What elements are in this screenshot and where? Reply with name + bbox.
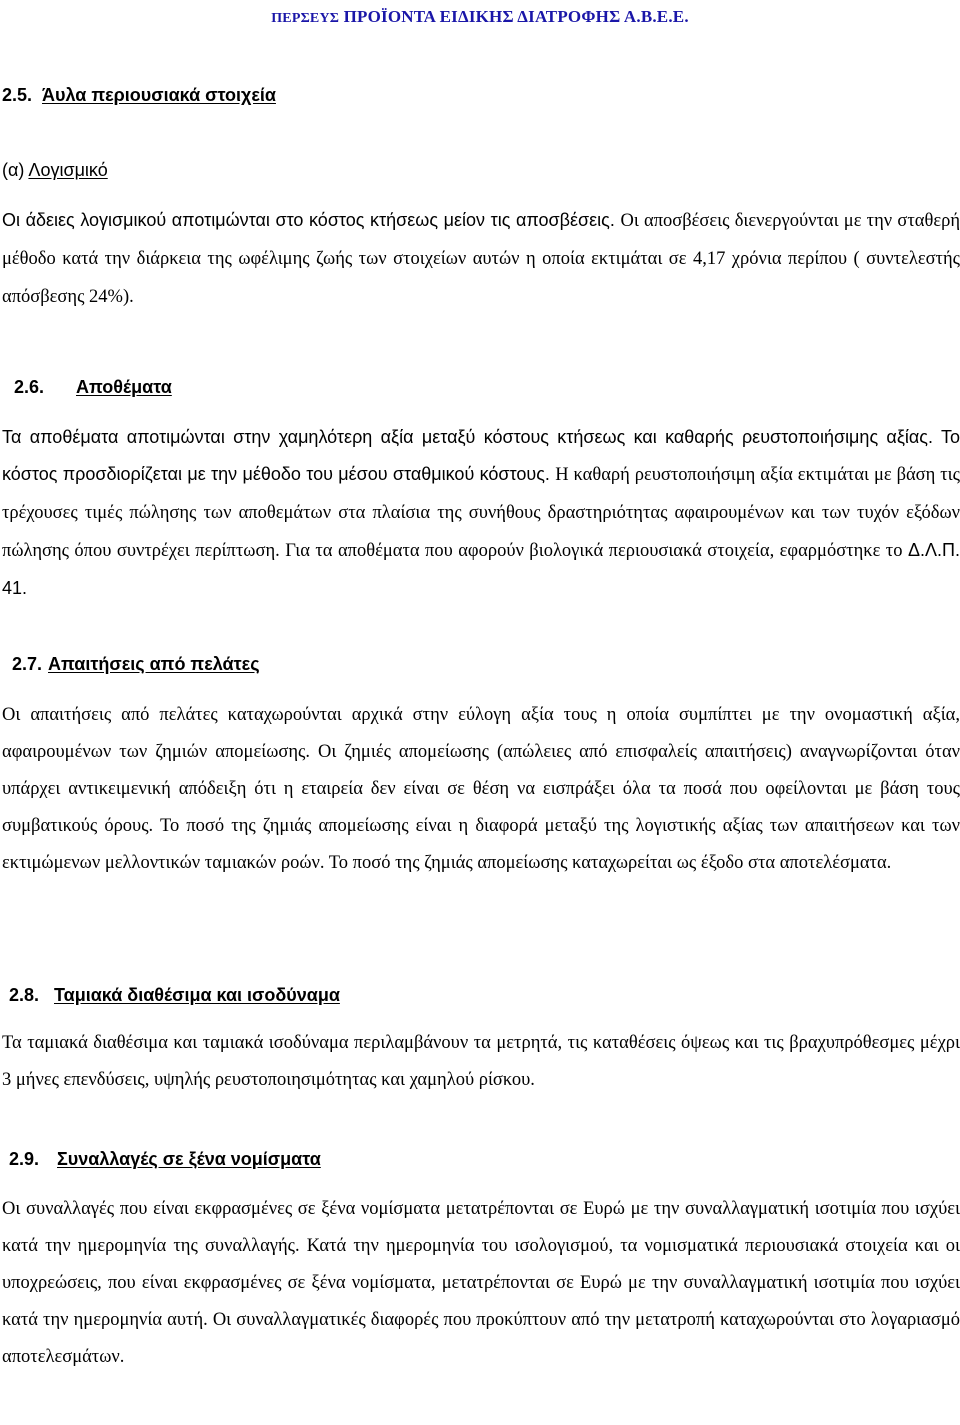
paragraph-text: Δ.Λ.Π. 41.	[2, 540, 960, 598]
subheading-title: Λογισμικό	[28, 160, 108, 180]
section-2-9-title: Συναλλαγές σε ξένα νομίσματα	[57, 1149, 321, 1169]
section-2-6-heading	[14, 376, 172, 398]
section-2-5-heading	[2, 84, 276, 106]
page-header	[0, 7, 960, 27]
section-2-9-number: 2.9.	[9, 1149, 40, 1169]
section-2-6-title: Αποθέματα	[76, 377, 172, 397]
section-2-6-paragraph	[2, 419, 960, 607]
section-2-7-heading	[12, 653, 260, 675]
section-2-9-paragraph: Οι συναλλαγές που είναι εκφρασμένες σε ξένα νομίσματα μετατρέπονται σε Ευρώ με την συναλλαγματική ισοτιμία που ισχύει κατά την ημερομηνία της συναλλαγής. Κατά την ημερομηνία του ισολογισμού, τα νομισματικά περιουσιακά στοιχεία και οι υποχρεώσεις, που είναι εκφρασμένες σε ξένα νομίσματα, μετατρέπονται σε Ευρώ με την συναλλαγματική ισοτιμία που ισχύει κατά την ημερομηνία αυτή. Οι συναλλαγματικές διαφορές που προκύπτουν από την μετατροπή καταχωρούνται στο λογαριασμό αποτελεσμάτων.	[2, 1199, 960, 1367]
section-2-6-number: 2.6.	[14, 377, 45, 397]
section-2-5-number: 2.5.	[2, 85, 33, 105]
subheading-prefix: (α)	[2, 160, 25, 180]
section-2-8-number: 2.8.	[9, 985, 40, 1005]
section-2-5-title: Άυλα περιουσιακά στοιχεία	[42, 85, 276, 105]
paragraph-text: Οι αποσβέσεις διενεργούνται με την σταθερή μέθοδο κατά την διάρκεια της ωφέλιμης ζωής των στοιχείων αυτών η οποία εκτιμάται σε 4,17 χρόνια περίπου ( συντελεστής απόσβεσης 24%).	[2, 211, 960, 307]
paragraph-text: Τα αποθέματα αποτιμώνται στην χαμηλότερη αξία μεταξύ κόστους κτήσεως και καθαρής ρευστοποιήσιμης αξίας. Το κόστος προσδιορίζεται με την μέθοδο του μέσου σταθμικού κόστους.	[2, 427, 960, 484]
section-2-8-title: Ταμιακά διαθέσιμα και ισοδύναμα	[54, 985, 340, 1005]
paragraph-text: Για τα αποθέματα που αφορούν βιολογικά περιουσιακά στοιχεία, εφαρμόστηκε το	[285, 541, 908, 561]
section-2-7-title: Απαιτήσεις από πελάτες	[48, 654, 260, 674]
section-2-5-subheading	[2, 159, 108, 181]
section-2-7-paragraph: Οι απαιτήσεις από πελάτες καταχωρούνται αρχικά στην εύλογη αξία τους η οποία συμπίπτει με την ονομαστική αξία, αφαιρουμένων των ζημιών απομείωσης. Οι ζημιές απομείωσης (απώλειες από επισφαλείς απαιτήσεις) αναγνωρίζονται όταν υπάρχει αντικειμενική απόδειξη ότι η εταιρεία δεν είναι σε θέση να εισπράξει όλα τα ποσά που οφείλονται με βάση τους συμβατικούς όρους. Το ποσό της ζημιάς απομείωσης είναι η διαφορά μεταξύ της λογιστικής αξίας των απαιτήσεων και των εκτιμώμενων μελλοντικών ταμιακών ροών. Το ποσό της ζημιάς απομείωσης καταχωρείται ως έξοδο στα αποτελέσματα.	[2, 705, 960, 873]
section-2-8-paragraph: Τα ταμιακά διαθέσιμα και ταμιακά ισοδύναμα περιλαμβάνουν τα μετρητά, τις καταθέσεις όψεως και τις βραχυπρόθεσμες μέχρι 3 μήνες επενδύσεις, υψηλής ρευστοποιησιμότητας και χαμηλού ρίσκου.	[2, 1033, 960, 1090]
header-company-rest: ΠΡΟΪΟΝΤΑ ΕΙΔΙΚΗΣ ΔΙΑΤΡΟΦΗΣ Α.Β.Ε.Ε.	[343, 7, 689, 26]
header-company-first: ΠΕΡΣΕΥΣ	[271, 11, 340, 26]
section-2-5-paragraph	[2, 202, 960, 316]
section-2-8-heading	[9, 984, 340, 1006]
paragraph-text: Οι άδειες λογισμικού αποτιμώνται στο κόστος κτήσεως μείον τις αποσβέσεις.	[2, 210, 621, 230]
section-2-9-heading	[9, 1148, 321, 1170]
section-2-7-number: 2.7.	[12, 654, 43, 674]
paragraph-text: Η καθαρή ρευστοποιήσιμη αξία εκτιμάται με βάση τις τρέχουσες τιμές πώλησης των αποθεμάτων στα πλαίσια της συνήθους δραστηριότητας αφαιρουμένων και των τυχόν εξόδων πώλησης όπου συντρέχει περίπτωση.	[2, 465, 960, 561]
